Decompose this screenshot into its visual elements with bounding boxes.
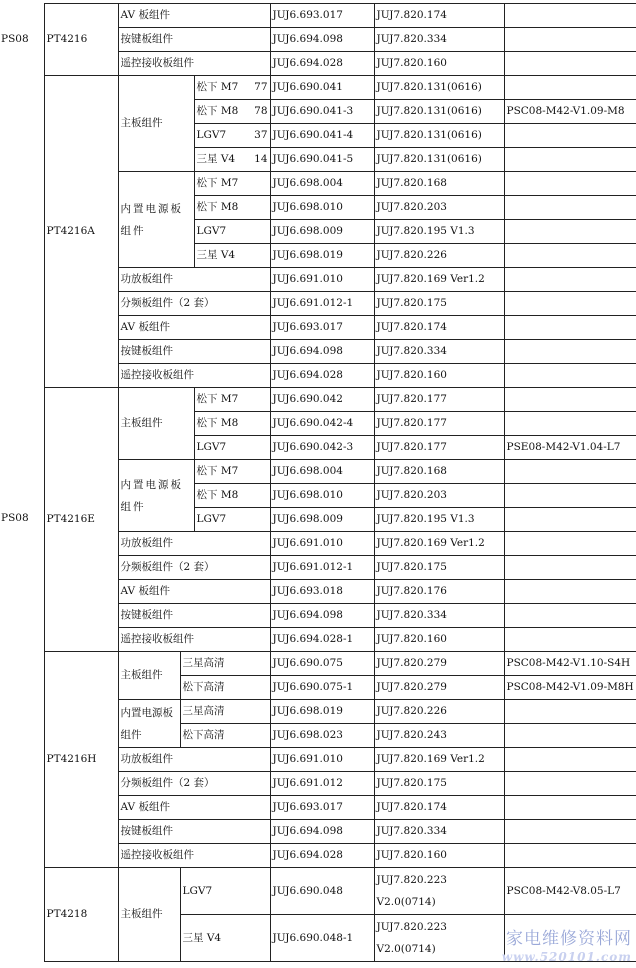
code-cell: JUJ6.694.028-1 — [270, 628, 374, 652]
pcb-cell: JUJ7.820.131(0616) — [374, 76, 504, 100]
part-cell: 分频板组件（2 套） — [118, 292, 270, 316]
model-cell: PT4216 — [44, 4, 118, 76]
software-cell — [504, 532, 636, 556]
pcb-cell: JUJ7.820.203 — [374, 484, 504, 508]
panel-cell — [194, 124, 270, 148]
software-cell — [504, 628, 636, 652]
panel-name: 松下 M7 — [196, 81, 239, 93]
code-cell: JUJ6.694.028 — [270, 52, 374, 76]
pcb-cell: JUJ7.820.175 — [374, 772, 504, 796]
code-cell: JUJ6.698.004 — [270, 460, 374, 484]
code-cell: JUJ6.690.042-3 — [270, 436, 374, 460]
pcb-cell: JUJ7.820.160 — [374, 52, 504, 76]
pcb-cell: JUJ7.820.131(0616) — [374, 100, 504, 124]
pcb-cell: JUJ7.820.169 Ver1.2 — [374, 268, 504, 292]
pcb-line: V2.0(0714) — [376, 896, 436, 908]
code-cell: JUJ6.691.010 — [270, 268, 374, 292]
software-cell — [504, 316, 636, 340]
panel-name: 三星 V4 — [196, 153, 236, 165]
code-cell: JUJ6.693.017 — [270, 316, 374, 340]
pcb-line: JUJ7.820.223 — [376, 921, 447, 933]
group-label: 内置电源板组件 — [118, 700, 180, 748]
code-cell: JUJ6.693.017 — [270, 796, 374, 820]
panel-name: LGV7 — [182, 885, 213, 897]
software-cell — [504, 220, 636, 244]
pcb-cell: JUJ7.820.174 — [374, 316, 504, 340]
pcb-cell: JUJ7.820.334 — [374, 820, 504, 844]
pcb-cell: JUJ7.820.168 — [374, 172, 504, 196]
software-cell — [504, 700, 636, 724]
group-label: 主板组件 — [118, 652, 180, 700]
software-cell — [504, 4, 636, 28]
panel-cell: 松下 M7 — [194, 172, 270, 196]
software-cell — [504, 268, 636, 292]
code-cell: JUJ6.694.098 — [270, 28, 374, 52]
code-cell: JUJ6.698.019 — [270, 700, 374, 724]
part-cell: AV 板组件 — [118, 796, 270, 820]
software-cell — [504, 748, 636, 772]
pcb-cell: JUJ7.820.160 — [374, 364, 504, 388]
panel-name: 松下 M8 — [196, 105, 239, 117]
watermark: 家电维修资料网 www.520101.com — [501, 929, 632, 964]
code-cell: JUJ6.693.017 — [270, 4, 374, 28]
panel-cell — [180, 868, 270, 915]
code-cell: JUJ6.698.009 — [270, 508, 374, 532]
pcb-cell: JUJ7.820.279 — [374, 676, 504, 700]
pcb-cell: JUJ7.820.131(0616) — [374, 124, 504, 148]
group-label: 内置电源板组件 — [118, 172, 194, 268]
panel-cell: 三星 V4 — [194, 244, 270, 268]
code-cell: JUJ6.698.010 — [270, 196, 374, 220]
code-cell: JUJ6.690.048 — [270, 868, 374, 915]
pcb-cell — [374, 868, 504, 915]
series-cell: PS08 — [0, 4, 44, 76]
code-cell: JUJ6.698.019 — [270, 244, 374, 268]
table-row — [0, 388, 636, 412]
part-cell: 分频板组件（2 套） — [118, 556, 270, 580]
panel-cell — [180, 915, 270, 962]
table-row — [0, 652, 636, 676]
pcb-cell: JUJ7.820.243 — [374, 724, 504, 748]
pcb-cell: JUJ7.820.169 Ver1.2 — [374, 532, 504, 556]
pcb-cell: JUJ7.820.226 — [374, 244, 504, 268]
code-cell: JUJ6.690.041-4 — [270, 124, 374, 148]
software-cell — [504, 604, 636, 628]
model-cell: PT4218 — [44, 868, 118, 962]
panel-cell — [194, 76, 270, 100]
pcb-cell: JUJ7.820.177 — [374, 436, 504, 460]
panel-cell: LGV7 — [194, 220, 270, 244]
code-cell: JUJ6.698.009 — [270, 220, 374, 244]
software-cell — [504, 772, 636, 796]
group-label: 主板组件 — [118, 76, 194, 172]
part-cell: 按键板组件 — [118, 28, 270, 52]
software-cell — [504, 52, 636, 76]
panel-cell: 松下 M8 — [194, 196, 270, 220]
part-cell: 功放板组件 — [118, 532, 270, 556]
code-cell: JUJ6.698.010 — [270, 484, 374, 508]
code-cell: JUJ6.694.028 — [270, 844, 374, 868]
software-cell — [504, 124, 636, 148]
part-cell: 分频板组件（2 套） — [118, 772, 270, 796]
code-cell: JUJ6.698.004 — [270, 172, 374, 196]
pcb-line: V2.0(0714) — [376, 943, 436, 955]
code-cell: JUJ6.693.018 — [270, 580, 374, 604]
table-row — [0, 4, 636, 28]
pcb-cell: JUJ7.820.334 — [374, 28, 504, 52]
part-cell: 按键板组件 — [118, 604, 270, 628]
code-cell: JUJ6.698.023 — [270, 724, 374, 748]
panel-name: LGV7 — [196, 129, 227, 141]
panel-name: LGV7 — [196, 441, 227, 453]
code-cell: JUJ6.694.028 — [270, 364, 374, 388]
pcb-cell: JUJ7.820.168 — [374, 460, 504, 484]
software-cell — [504, 148, 636, 172]
pcb-cell: JUJ7.820.160 — [374, 628, 504, 652]
software-cell — [504, 244, 636, 268]
software-cell — [504, 796, 636, 820]
software-cell — [504, 364, 636, 388]
part-cell: 遥控接收板组件 — [118, 364, 270, 388]
quantity: 78 — [254, 105, 268, 117]
software-cell: PSC08-M42-V1.09-M8H — [504, 676, 636, 700]
panel-cell — [194, 436, 270, 460]
pcb-cell: JUJ7.820.195 V1.3 — [374, 220, 504, 244]
software-cell — [504, 196, 636, 220]
code-cell: JUJ6.690.041-5 — [270, 148, 374, 172]
code-cell: JUJ6.691.010 — [270, 532, 374, 556]
quantity: 14 — [254, 153, 268, 165]
pcb-line: JUJ7.820.223 — [376, 874, 447, 886]
part-cell: 按键板组件 — [118, 340, 270, 364]
pcb-cell: JUJ7.820.131(0616) — [374, 148, 504, 172]
part-cell: AV 板组件 — [118, 580, 270, 604]
panel-cell — [180, 652, 270, 676]
code-cell: JUJ6.691.012-1 — [270, 556, 374, 580]
code-cell: JUJ6.690.048-1 — [270, 915, 374, 962]
panel-cell — [194, 412, 270, 436]
software-cell — [504, 820, 636, 844]
part-cell: 遥控接收板组件 — [118, 628, 270, 652]
part-cell: 按键板组件 — [118, 820, 270, 844]
model-cell: PT4216E — [44, 388, 118, 652]
pcb-cell: JUJ7.820.175 — [374, 556, 504, 580]
code-cell: JUJ6.690.075-1 — [270, 676, 374, 700]
pcb-cell: JUJ7.820.176 — [374, 580, 504, 604]
panel-cell: 松下高清 — [180, 724, 270, 748]
series-cell: PS08 — [0, 76, 44, 962]
panel-name: 松下 M7 — [196, 393, 239, 405]
panel-cell: LGV7 — [194, 508, 270, 532]
group-label: 主板组件 — [118, 868, 180, 962]
pcb-cell: JUJ7.820.177 — [374, 412, 504, 436]
panel-name: 三星高清 — [182, 657, 225, 669]
panel-cell — [194, 100, 270, 124]
panel-cell — [194, 148, 270, 172]
panel-cell: 松下 M8 — [194, 484, 270, 508]
software-cell — [504, 508, 636, 532]
part-cell: AV 板组件 — [118, 4, 270, 28]
code-cell: JUJ6.690.041-3 — [270, 100, 374, 124]
software-cell — [504, 844, 636, 868]
pcb-cell: JUJ7.820.334 — [374, 340, 504, 364]
quantity: 77 — [254, 81, 268, 93]
quantity: 37 — [254, 129, 268, 141]
pcb-cell: JUJ7.820.279 — [374, 652, 504, 676]
software-cell — [504, 556, 636, 580]
software-cell — [504, 460, 636, 484]
software-cell — [504, 172, 636, 196]
group-label: 内置电源板组件 — [118, 460, 194, 532]
code-cell: JUJ6.690.042 — [270, 388, 374, 412]
pcb-cell — [374, 915, 504, 962]
software-cell — [504, 28, 636, 52]
software-cell: PSC08-M42-V1.10-S4H — [504, 652, 636, 676]
software-cell — [504, 76, 636, 100]
software-cell: PSC08-M42-V1.09-M8 — [504, 100, 636, 124]
part-cell: 功放板组件 — [118, 268, 270, 292]
software-cell: PSE08-M42-V1.04-L7 — [504, 436, 636, 460]
pcb-cell: JUJ7.820.160 — [374, 844, 504, 868]
panel-cell — [180, 676, 270, 700]
panel-name: 松下 M8 — [196, 417, 239, 429]
panel-cell — [194, 388, 270, 412]
pcb-cell: JUJ7.820.177 — [374, 388, 504, 412]
pcb-cell: JUJ7.820.334 — [374, 604, 504, 628]
pcb-cell: JUJ7.820.195 V1.3 — [374, 508, 504, 532]
model-cell: PT4216H — [44, 652, 118, 868]
table-row — [0, 76, 636, 100]
pcb-cell: JUJ7.820.174 — [374, 796, 504, 820]
software-cell — [504, 580, 636, 604]
code-cell: JUJ6.694.098 — [270, 340, 374, 364]
panel-name: 三星 V4 — [182, 932, 222, 944]
part-cell: 功放板组件 — [118, 748, 270, 772]
model-cell: PT4216A — [44, 76, 118, 388]
software-cell — [504, 388, 636, 412]
panel-cell: 松下 M7 — [194, 460, 270, 484]
part-cell: 遥控接收板组件 — [118, 52, 270, 76]
software-cell — [504, 292, 636, 316]
code-cell: JUJ6.694.098 — [270, 820, 374, 844]
code-cell: JUJ6.691.012-1 — [270, 292, 374, 316]
code-cell: JUJ6.690.042-4 — [270, 412, 374, 436]
software-cell — [504, 724, 636, 748]
code-cell: JUJ6.691.010 — [270, 748, 374, 772]
pcb-cell: JUJ7.820.226 — [374, 700, 504, 724]
part-cell: AV 板组件 — [118, 316, 270, 340]
pcb-cell: JUJ7.820.169 Ver1.2 — [374, 748, 504, 772]
software-cell — [504, 340, 636, 364]
software-cell — [504, 412, 636, 436]
parts-table — [0, 3, 636, 962]
group-label: 主板组件 — [118, 388, 194, 460]
software-cell — [504, 484, 636, 508]
part-cell: 遥控接收板组件 — [118, 844, 270, 868]
code-cell: JUJ6.694.098 — [270, 604, 374, 628]
code-cell: JUJ6.690.041 — [270, 76, 374, 100]
software-cell: PSC08-M42-V8.05-L7 — [504, 868, 636, 915]
code-cell: JUJ6.690.075 — [270, 652, 374, 676]
pcb-cell: JUJ7.820.175 — [374, 292, 504, 316]
pcb-cell: JUJ7.820.203 — [374, 196, 504, 220]
pcb-cell: JUJ7.820.174 — [374, 4, 504, 28]
code-cell: JUJ6.691.012 — [270, 772, 374, 796]
table-row — [0, 868, 636, 915]
panel-name: 松下高清 — [182, 681, 225, 693]
panel-cell: 三星高清 — [180, 700, 270, 724]
